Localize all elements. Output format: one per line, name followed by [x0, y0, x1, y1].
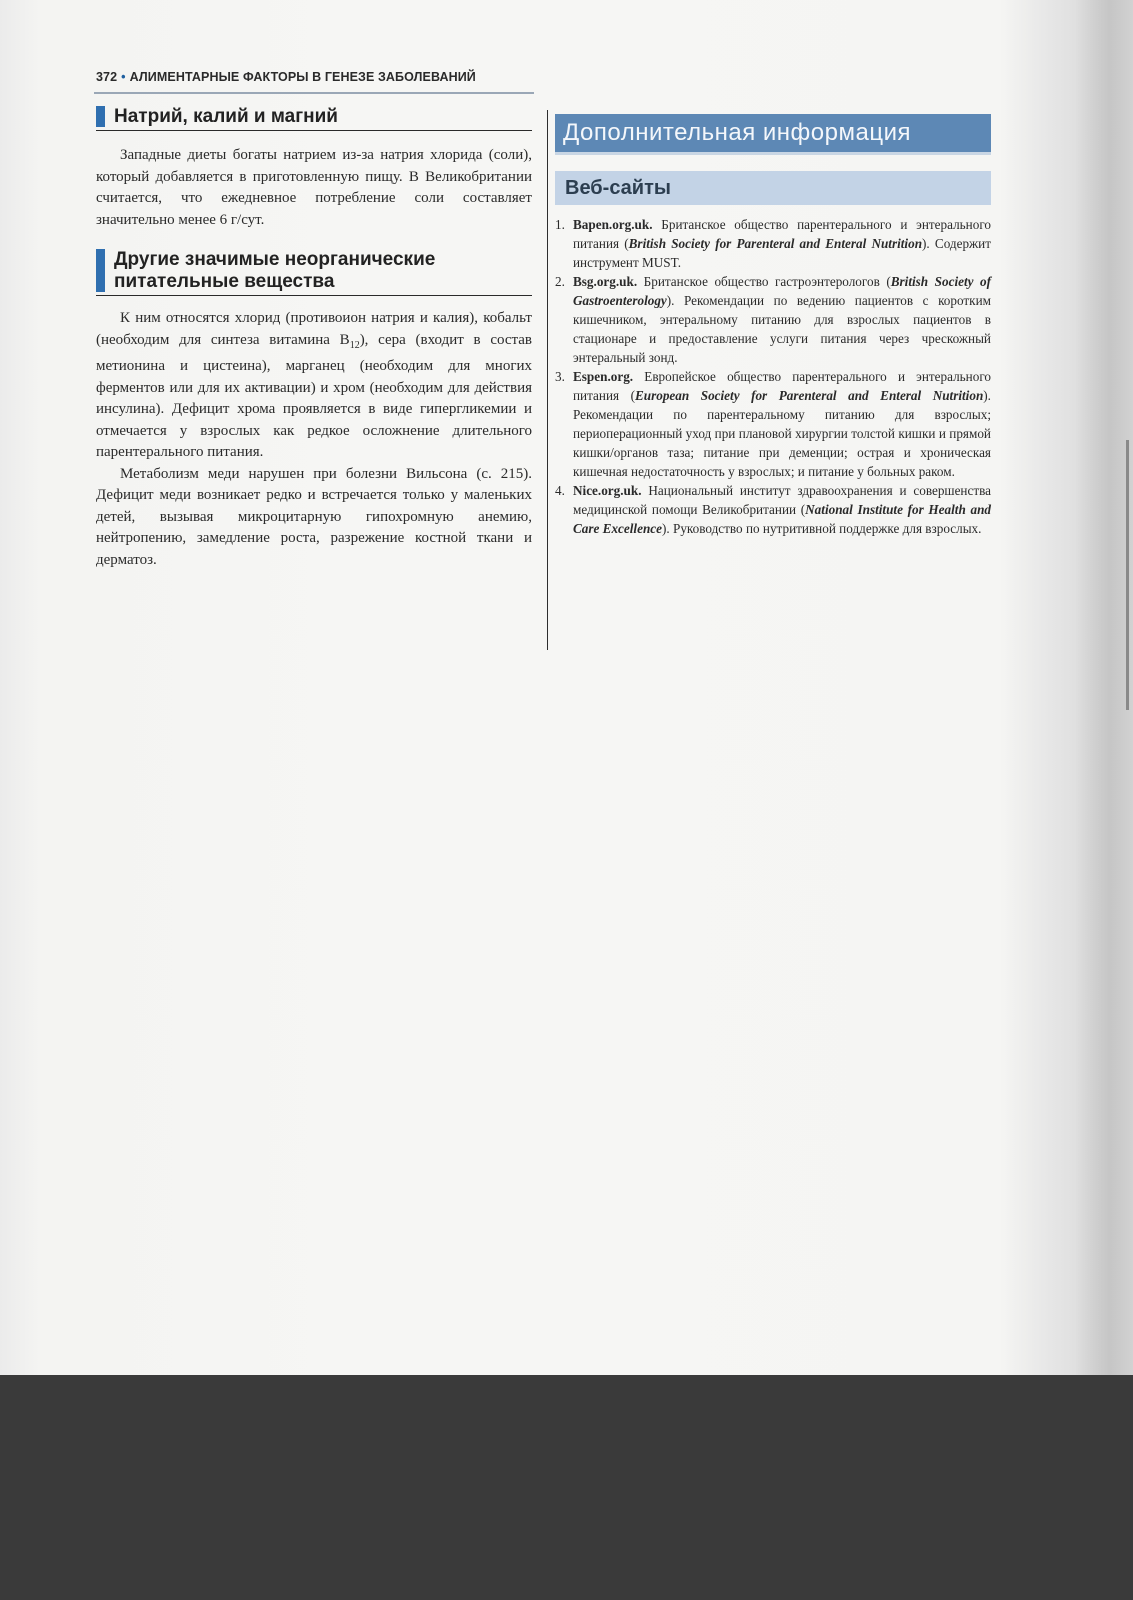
list-number: 2. — [555, 274, 565, 289]
list-item — [555, 272, 991, 367]
running-head-title: АЛИМЕНТАРНЫЕ ФАКТОРЫ В ГЕНЕЗЕ ЗАБОЛЕВАНИЙ — [129, 70, 476, 84]
list-number: 3. — [555, 369, 565, 384]
section-heading-line2: питательные вещества — [114, 271, 335, 292]
heading-accent-bar — [96, 249, 105, 292]
page-edge-mark — [1126, 440, 1129, 710]
paragraph-text: К ним относятся хлорид (противоион натрия и калия), кобальт (необходим для синтеза витамина B — [96, 310, 532, 348]
page-number: 372 — [96, 70, 118, 84]
list-item — [555, 481, 991, 538]
reference-italic: European Society for Parenteral and Enteral Nutrition — [634, 388, 984, 403]
section-heading-line1: Другие значимые неорганические — [114, 249, 436, 270]
list-number: 1. — [555, 217, 565, 232]
scanner-background — [0, 1375, 1133, 1600]
reference-italic: British Society for Parenteral and Enteral Nutrition — [628, 236, 923, 251]
reference-list — [555, 215, 991, 538]
website-name[interactable]: Bsg.org.uk. — [573, 274, 638, 289]
column-divider — [547, 110, 548, 650]
list-item — [555, 215, 991, 272]
reference-text: Национальный институт здравоохранения и совершенства медицинской помощи Великобритании ( — [573, 483, 991, 517]
reference-text: Британское общество парентерального и энтерального питания ( — [573, 217, 991, 251]
heading-accent-bar — [96, 106, 105, 127]
website-name[interactable]: Bapen.org.uk. — [573, 217, 653, 232]
reference-text: Британское общество гастроэнтерологов ( — [637, 274, 891, 289]
subscript: 12 — [349, 339, 360, 351]
further-info-banner: Дополнительная информация — [555, 114, 991, 155]
page-gutter-shadow — [1075, 0, 1133, 1375]
reference-text: Европейское общество парентерального и энтерального питания ( — [573, 369, 991, 403]
section-heading-sodium — [96, 106, 532, 131]
separator-dot: • — [121, 70, 126, 84]
paragraph-text: ), сера (входит в состав метионина и цистеина), марганец (необходим для многих ферментов или для их активации) и хром (необходим для действия инсулина). Дефицит хрома проявляется в виде гипергликемии и отмечается у взрослых как редкое осложнение длительного парентерального питания. — [96, 331, 532, 460]
reference-text: ). Рекомендации по ведению пациентов с коротким кишечником, энтеральному питанию для взрослых пациентов в стационаре и предоставление услуги питания через чрескожный энтеральный зонд. — [573, 293, 991, 365]
reference-text: ). Содержит инструмент MUST. — [573, 236, 991, 270]
website-name[interactable]: Nice.org.uk. — [573, 483, 642, 498]
running-head — [96, 70, 476, 86]
website-name[interactable]: Espen.org. — [573, 369, 634, 384]
reference-text: ). Рекомендации по парентеральному питанию для взрослых; периоперационный уход при плановой хирургии толстой кишки и прямой кишки/органов таза; питание при деменции; острая и хроническая кишечная недостаточность у взрослых; и питание у больных раком. — [573, 388, 991, 479]
reference-italic: British Society of Gastroenterology — [573, 274, 991, 308]
reference-italic: National Institute for Health and Care Excellence — [573, 502, 991, 536]
running-head-rule — [94, 92, 534, 94]
paragraph-sodium: Западные диеты богаты натрием из-за натрия хлорида (соли), который добавляется в приготовленную пищу. В Великобритании считается, что ежедневное потребление соли составляет значительно менее 6 г/сут. — [96, 147, 532, 228]
paragraph-copper: Метаболизм меди нарушен при болезни Вильсона (с. 215). Дефицит меди возникает редко и встречается только у маленьких детей, вызывая микроцитарную гипохромную анемию, нейтропению, замедление роста, разрежение костной ткани и дерматоз. — [96, 465, 532, 568]
list-item — [555, 367, 991, 481]
section-heading-text: Натрий, калий и магний — [114, 106, 338, 127]
websites-subheading: Веб-сайты — [555, 171, 991, 205]
paragraph-inorganic — [96, 308, 532, 464]
right-column — [555, 114, 991, 538]
left-column — [96, 106, 532, 571]
list-number: 4. — [555, 483, 565, 498]
section-heading-inorganic — [96, 249, 532, 296]
reference-text: ). Руководство по нутритивной поддержке для взрослых. — [662, 521, 982, 536]
